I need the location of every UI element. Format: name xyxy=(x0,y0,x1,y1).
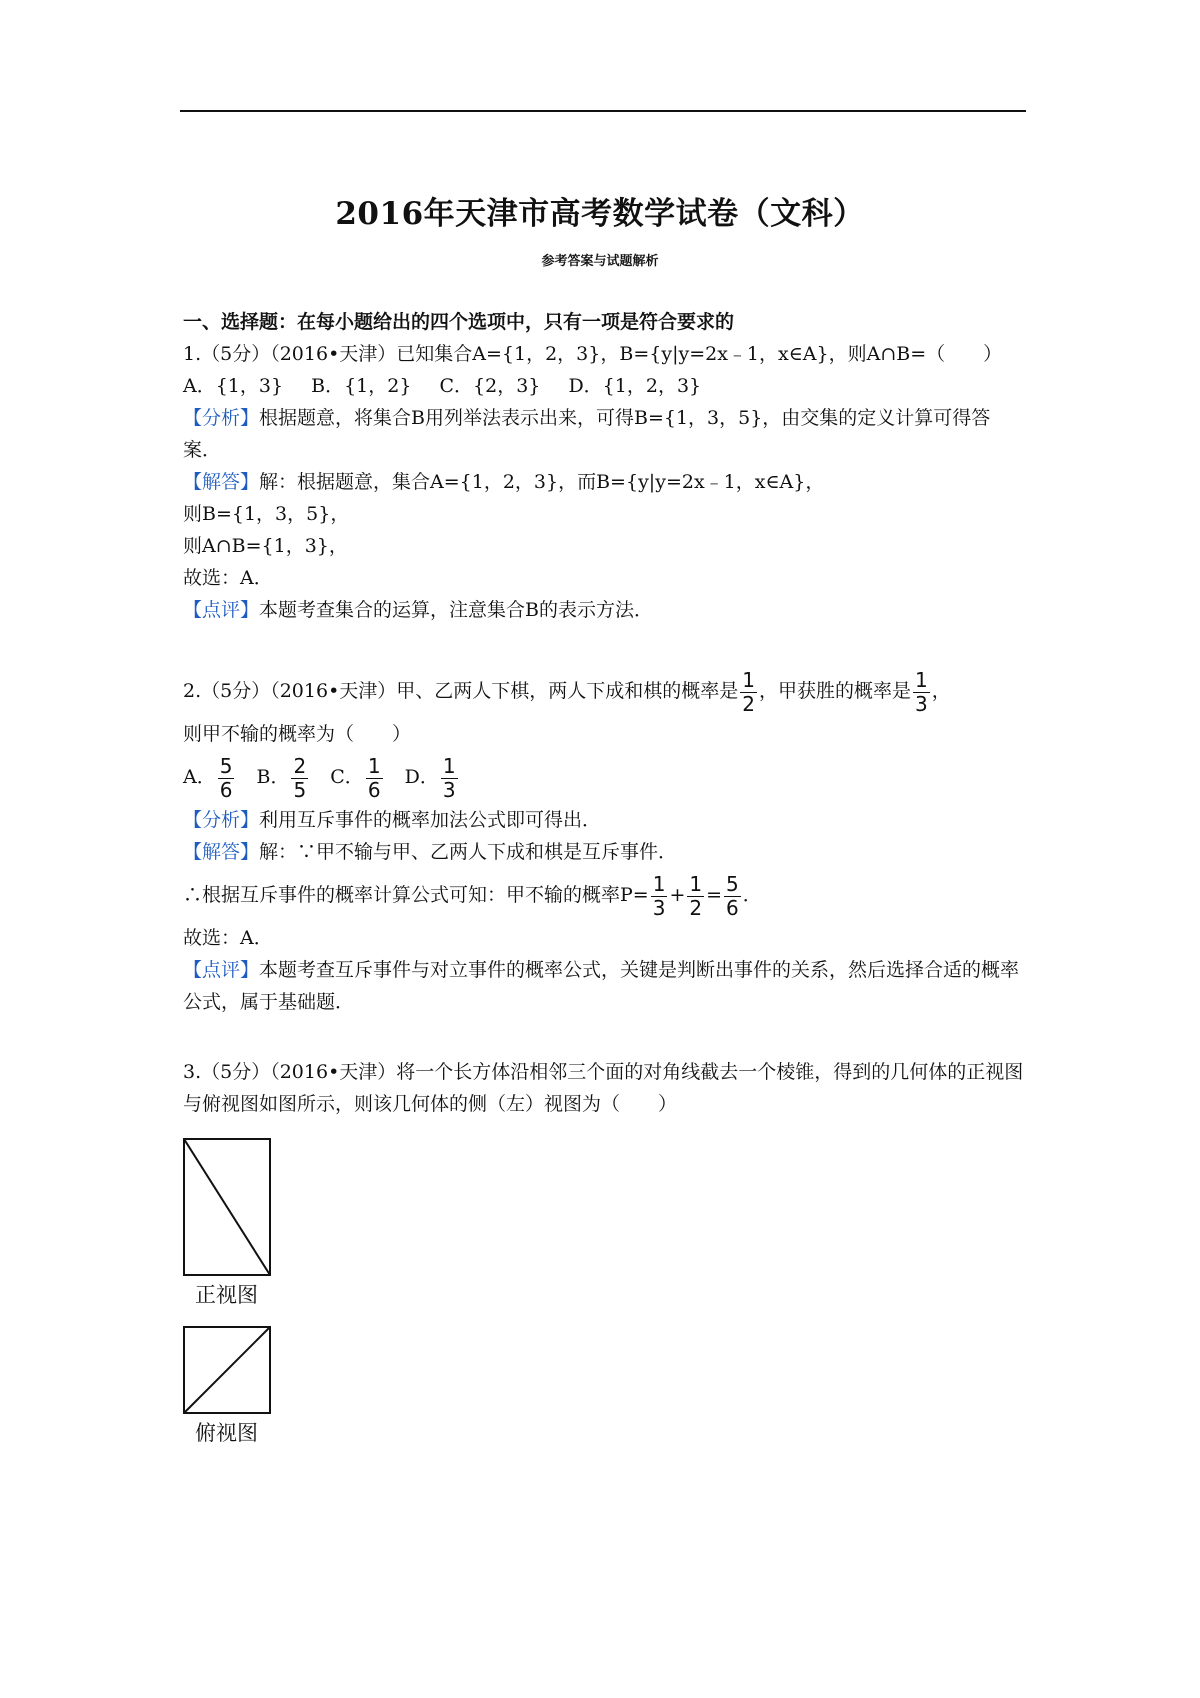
question-1 xyxy=(183,338,1028,626)
q1-stem: 1.（5分）（2016•天津）已知集合A={1，2，3}，B={y|y=2x﹣1，x∈A}，则A∩B=（ ） xyxy=(183,343,1003,365)
fraction: $\frac{1}{2}$ xyxy=(689,871,703,920)
q1-comment-text: 本题考查集合的运算，注意集合B的表示方法． xyxy=(259,599,653,621)
q2-comment xyxy=(183,954,1028,1018)
fraction: $\frac{5}{6}$ xyxy=(726,871,739,920)
q2-stem-text: 2.（5分）（2016•天津）甲、乙两人下棋，两人下成和棋的概率是 xyxy=(183,680,739,702)
fraction: $\frac{1}{2}$ xyxy=(742,667,756,716)
q2-solution-line: 解：∵甲不输与甲、乙两人下成和棋是互斥事件． xyxy=(259,841,678,863)
q2-option-d: D． $\frac{1}{3}$ xyxy=(404,753,456,802)
q2-stem-text: ，甲获胜的概率是 xyxy=(759,680,912,702)
q2-comment-text: 本题考查互斥事件与对立事件的概率公式，关键是判断出事件的关系，然后选择合适的概率公式，属于基础题． xyxy=(183,959,1020,1013)
fraction: $\frac{1}{3}$ xyxy=(915,667,928,716)
q1-analysis xyxy=(183,402,1028,466)
analysis-tag: 【分析】 xyxy=(183,809,260,831)
q2-stem-text: ， xyxy=(931,680,951,702)
q1-option-d: D．{1，2，3} xyxy=(568,375,702,397)
top-view-figure xyxy=(183,1326,273,1416)
comment-tag: 【点评】 xyxy=(183,599,260,621)
q2-stem-line2: 则甲不输的概率为（ ） xyxy=(183,723,412,745)
q2-analysis xyxy=(183,804,1028,836)
q3-stem: 3.（5分）（2016•天津）将一个长方体沿相邻三个面的对角线截去一个棱锥，得到的几何体的正视图与俯视图如图所示，则该几何体的侧（左）视图为（ ） xyxy=(183,1061,1024,1115)
top-view-label: 俯视图 xyxy=(195,1421,258,1445)
analysis-tag: 【分析】 xyxy=(183,407,260,429)
exam-content xyxy=(183,306,1028,1464)
q1-solution-line: 则B={1，3，5}， xyxy=(183,503,350,525)
q1-comment xyxy=(183,594,1028,626)
q3-figures xyxy=(183,1138,1028,1448)
q2-option-b: B． $\frac{2}{5}$ xyxy=(256,753,307,802)
q1-options xyxy=(183,370,1028,402)
fraction: $\frac{1}{3}$ xyxy=(652,871,666,920)
q2-options xyxy=(183,750,1028,804)
page-title: 2016年天津市高考数学试卷（文科） xyxy=(335,196,865,232)
header-rule xyxy=(180,110,1026,112)
q1-option-a: A．{1，3} xyxy=(183,375,284,397)
q2-solution xyxy=(183,836,1028,868)
section-heading: 一、选择题：在每小题给出的四个选项中，只有一项是符合要求的 xyxy=(183,311,735,333)
q2-option-a: A． $\frac{5}{6}$ xyxy=(183,753,233,802)
front-view-figure xyxy=(183,1138,273,1278)
question-3 xyxy=(183,1056,1028,1448)
solution-tag: 【解答】 xyxy=(183,841,260,863)
q2-answer: 故选：A． xyxy=(183,927,273,949)
q1-analysis-text: 根据题意，将集合B用列举法表示出来，可得B={1，3，5}，由交集的定义计算可得答案． xyxy=(183,407,991,461)
q1-answer: 故选：A． xyxy=(183,567,273,589)
q1-solution xyxy=(183,466,1028,498)
comment-tag: 【点评】 xyxy=(183,959,260,981)
q1-solution-line: 则A∩B={1，3}， xyxy=(183,535,348,557)
q2-option-c: C． $\frac{1}{6}$ xyxy=(330,753,381,802)
q1-option-b: B．{1，2} xyxy=(311,375,412,397)
q1-solution-line: 解：根据题意，集合A={1，2，3}，而B={y|y=2x﹣1，x∈A}， xyxy=(259,471,825,493)
q1-option-c: C．{2，3} xyxy=(439,375,541,397)
q2-solution-formula: ∴根据互斥事件的概率计算公式可知：甲不输的概率P= $\frac{1}{3}$ + $\frac{1}{2}$ = $\frac{5}{6}$ ． xyxy=(183,871,762,920)
solution-tag: 【解答】 xyxy=(183,471,260,493)
question-2 xyxy=(183,664,1028,1018)
front-view-label: 正视图 xyxy=(195,1283,258,1307)
q2-analysis-text: 利用互斥事件的概率加法公式即可得出． xyxy=(259,809,602,831)
q2-stem xyxy=(183,664,1028,718)
page-subtitle: 参考答案与试题解析 xyxy=(541,254,659,269)
